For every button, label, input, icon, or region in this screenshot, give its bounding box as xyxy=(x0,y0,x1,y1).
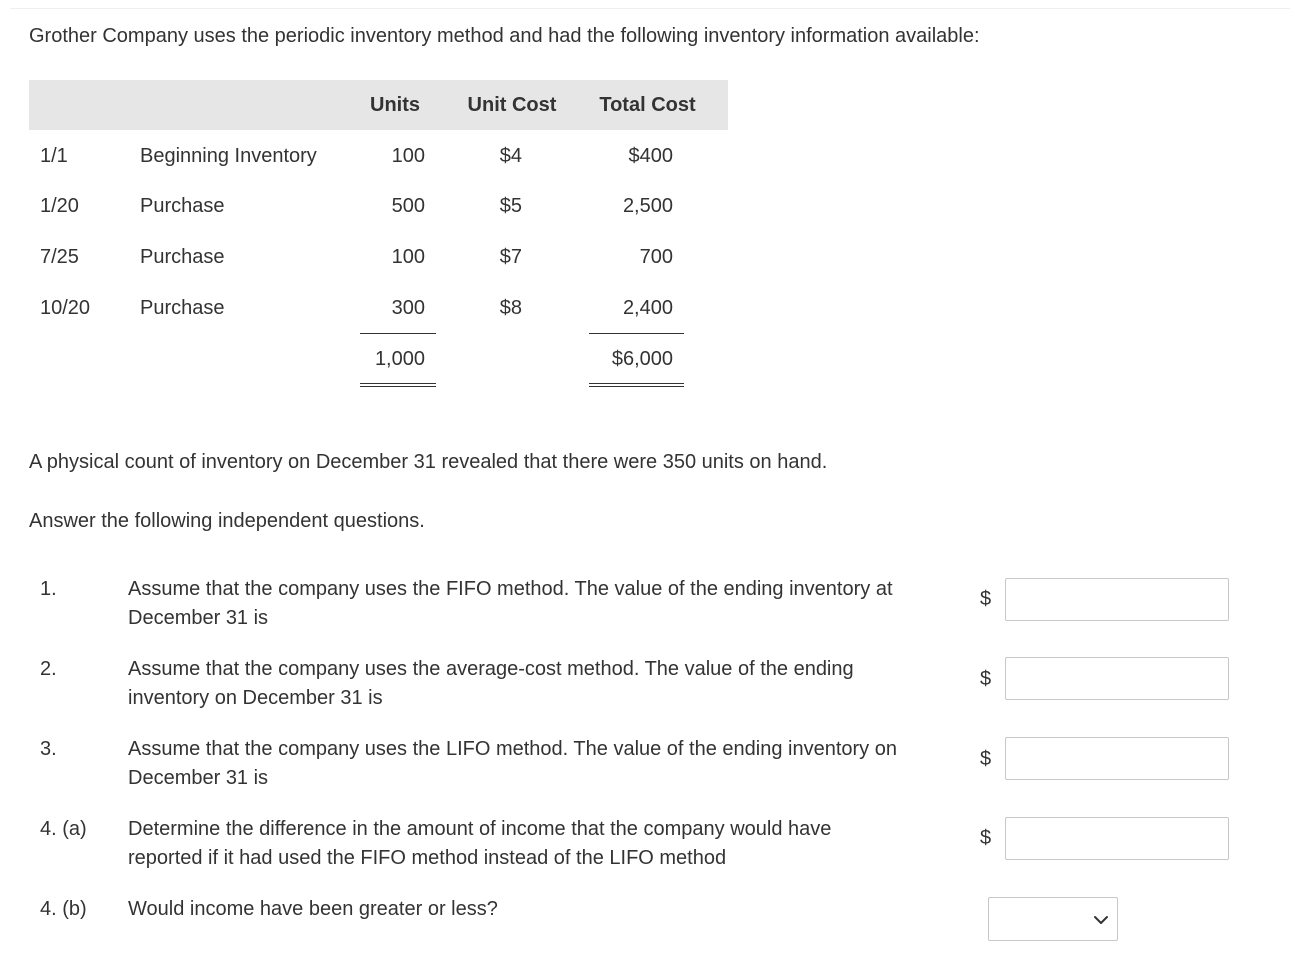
row-description: Beginning Inventory xyxy=(140,145,317,167)
question-2-line-1: Assume that the company uses the average-cost method. The value of the ending xyxy=(128,658,854,680)
question-3-number: 3. xyxy=(40,738,57,760)
row-units: 300 xyxy=(391,297,425,319)
question-4b-text: Would income have been greater or less? xyxy=(128,898,498,920)
row-total-cost: 2,400 xyxy=(622,297,673,319)
question-1-line-1: Assume that the company uses the FIFO method. The value of the ending inventory at xyxy=(128,578,893,600)
row-date: 1/20 xyxy=(40,195,79,217)
row-unit-cost: $5 xyxy=(499,195,522,217)
units-total-double-rule xyxy=(360,383,436,387)
question-1-text xyxy=(128,575,938,633)
header-units: Units xyxy=(370,94,420,116)
row-date: 1/1 xyxy=(40,145,68,167)
row-description: Purchase xyxy=(140,195,225,217)
question-1-number: 1. xyxy=(40,578,57,600)
question-1-line-2: December 31 is xyxy=(128,607,269,629)
question-4a-number: 4. (a) xyxy=(40,818,87,840)
row-description: Purchase xyxy=(140,246,225,268)
header-total-cost: Total Cost xyxy=(599,94,696,116)
question-2-currency: $ xyxy=(980,668,992,690)
question-4a-line-1: Determine the difference in the amount of income that the company would have xyxy=(128,818,832,840)
row-unit-cost: $8 xyxy=(499,297,522,319)
row-total-cost: $400 xyxy=(628,145,673,167)
question-4a-currency: $ xyxy=(980,827,992,849)
row-units: 100 xyxy=(391,246,425,268)
top-divider xyxy=(10,8,1290,9)
question-4b-number: 4. (b) xyxy=(40,898,87,920)
table-header xyxy=(29,80,728,130)
table-totals-row xyxy=(29,344,728,374)
question-3-line-1: Assume that the company uses the LIFO method. The value of the ending inventory on xyxy=(128,738,897,760)
question-3-text xyxy=(128,735,938,793)
physical-count-text: A physical count of inventory on December 31 revealed that there were 350 units on hand. xyxy=(29,451,828,473)
total-cost-sum: $6,000 xyxy=(611,348,673,370)
question-1-answer-input[interactable] xyxy=(1005,578,1229,621)
table-row xyxy=(29,242,728,272)
table-row xyxy=(29,141,728,171)
question-3-answer-input[interactable] xyxy=(1005,737,1229,780)
question-2-text xyxy=(128,655,938,713)
question-2-line-2: inventory on December 31 is xyxy=(128,687,383,709)
question-4a-line-2: reported if it had used the FIFO method instead of the LIFO method xyxy=(128,847,727,869)
question-1-currency: $ xyxy=(980,588,992,610)
row-unit-cost: $7 xyxy=(499,246,522,268)
row-date: 7/25 xyxy=(40,246,79,268)
row-total-cost: 700 xyxy=(639,246,673,268)
question-4a-answer-input[interactable] xyxy=(1005,817,1229,860)
header-unit-cost: Unit Cost xyxy=(467,94,557,116)
total-cost-double-rule xyxy=(589,383,684,387)
total-units: 1,000 xyxy=(374,348,425,370)
table-row xyxy=(29,293,728,323)
instructions-text: Answer the following independent questions. xyxy=(29,510,425,532)
units-sum-rule xyxy=(360,333,436,334)
row-units: 100 xyxy=(391,145,425,167)
chevron-down-icon xyxy=(1091,910,1111,930)
row-description: Purchase xyxy=(140,297,225,319)
row-total-cost: 2,500 xyxy=(622,195,673,217)
row-date: 10/20 xyxy=(40,297,91,319)
question-3-currency: $ xyxy=(980,748,992,770)
question-4a-text xyxy=(128,815,938,873)
problem-intro: Grother Company uses the periodic inventory method and had the following inventory information available: xyxy=(29,25,980,47)
inventory-table xyxy=(29,80,728,370)
question-2-number: 2. xyxy=(40,658,57,680)
question-3-line-2: December 31 is xyxy=(128,767,269,789)
row-units: 500 xyxy=(391,195,425,217)
table-row xyxy=(29,191,728,221)
question-2-answer-input[interactable] xyxy=(1005,657,1229,700)
question-4b-select[interactable] xyxy=(988,897,1118,941)
row-unit-cost: $4 xyxy=(499,145,522,167)
total-sum-rule xyxy=(589,333,684,334)
